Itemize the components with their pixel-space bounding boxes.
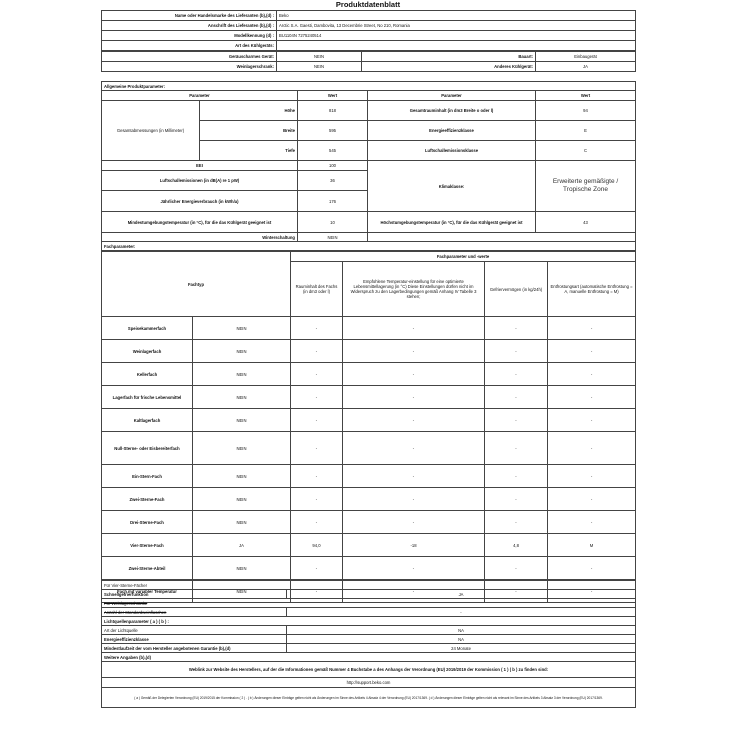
compartment-present: NEIN — [193, 580, 291, 603]
compartment-present: NEIN — [193, 317, 291, 340]
compartment-temp: - — [343, 580, 485, 603]
compartment-present: NEIN — [193, 465, 291, 488]
compartment-temp: -18 — [343, 534, 485, 557]
winter-switch-label: Winterschaltung — [102, 233, 298, 242]
compartment-name: Kellerfach — [102, 363, 193, 386]
compartment-name: Weinlagerfach — [102, 340, 193, 363]
eei-value: 100 — [298, 161, 368, 171]
climate-class-label: Klimaklasse: — [368, 161, 536, 212]
compartment-freeze: - — [485, 465, 548, 488]
param-header-right: Parameter — [368, 91, 536, 101]
compartment-present: NEIN — [193, 488, 291, 511]
compartment-volume: - — [291, 363, 343, 386]
model-id-label: Modellkennung (d) : — [102, 31, 277, 41]
supplier-address-label: Anschrift des Lieferanten (b),(d) : — [102, 21, 277, 31]
height-label: Höhe — [200, 101, 298, 121]
compartment-name: Lagerfach für frische Lebensmittel — [102, 386, 193, 409]
compartment-table — [101, 251, 636, 603]
compartment-present: NEIN — [193, 386, 291, 409]
compartment-name: Drei-Sterne-Fach — [102, 511, 193, 534]
compartment-present: NEIN — [193, 363, 291, 386]
compartment-row — [102, 432, 636, 465]
compartment-freeze: - — [485, 580, 548, 603]
compartment-freeze: 4,8 — [485, 534, 548, 557]
eei-label: EEI — [102, 161, 298, 171]
other-appliance-label: Anderes Kühlgerät: — [362, 62, 536, 72]
compartment-name: Fach mit variabler Temperatur — [102, 580, 193, 603]
col-temp-header: Empfohlene Temperatur-einstellung für eine optimierte Lebensmittellagerung (in °C) Diese Einstellungen dürfen nicht im Widerspruch zu den Lagerbedingungen gemäß Anhang IV Tabelle 3 stehen; — [343, 262, 485, 317]
general-params-table — [101, 81, 636, 251]
supplier-table — [101, 10, 636, 51]
compartment-name: Kaltlagerfach — [102, 409, 193, 432]
compartment-freeze: - — [485, 409, 548, 432]
design-type-label: Bauart: — [362, 52, 536, 62]
compartment-defrost: - — [548, 317, 636, 340]
airborne-noise-value: 36 — [298, 171, 368, 191]
compartment-group-header: Fachparameter und -werte — [291, 252, 636, 262]
compartment-volume: - — [291, 432, 343, 465]
compartment-present: NEIN — [193, 409, 291, 432]
compartment-temp: - — [343, 432, 485, 465]
compartment-temp: - — [343, 488, 485, 511]
compartment-defrost: - — [548, 488, 636, 511]
light-source-heading: Lichtquellenparameter ( a ) ( b ) : — [102, 617, 636, 626]
depth-label: Tiefe — [200, 141, 298, 161]
compartment-volume: - — [291, 488, 343, 511]
compartment-row — [102, 363, 636, 386]
compartment-row — [102, 488, 636, 511]
compartment-volume: - — [291, 580, 343, 603]
blank-cell — [368, 233, 636, 242]
wine-bottles-value: - — [287, 608, 636, 617]
winter-switch-value: NEIN — [298, 233, 368, 242]
value-header: Wert — [298, 91, 368, 101]
compartment-present: JA — [193, 534, 291, 557]
more-info-label: Weitere Angaben (b),(d) — [102, 653, 636, 662]
supplier-name-label: Name oder Handelsmarke des Lieferanten (b),(d) : — [102, 11, 277, 21]
compartment-present: NEIN — [193, 340, 291, 363]
compartment-name: Null-Sterne- oder Eisbereiterfach — [102, 432, 193, 465]
supplier-flags-table — [101, 51, 636, 72]
compartment-section-title: Fachparameter: — [102, 242, 636, 251]
energy-class-label: Energieeffizienzklasse — [368, 121, 536, 141]
dimensions-label: Gesamtabmessungen (in Millimeter) — [102, 101, 200, 161]
general-section-title: Allgemeine Produktparameter: — [102, 82, 636, 91]
value-header-right: Wert — [536, 91, 636, 101]
bottom-table — [101, 580, 636, 708]
four-star-heading: Für Vier-Sterne-Fächer — [102, 581, 636, 590]
supplier-address-value: Arctic S.A. Gaesti, Dambovita, 13 Decembrie Street, No 210, Romania — [277, 21, 636, 31]
wine-cabinet-value: NEIN — [277, 62, 362, 72]
warranty-value: 24 Monate — [287, 644, 636, 653]
compartment-type-header: Fachtyp — [102, 252, 291, 317]
light-type-label: Art der Lichtquelle — [102, 626, 287, 635]
compartment-temp: - — [343, 317, 485, 340]
compartment-name: Zwei-Sterne-Fach — [102, 488, 193, 511]
compartment-freeze: - — [485, 488, 548, 511]
noise-class-value: C — [536, 141, 636, 161]
airborne-noise-label: Luftschallemissionen (in dB(A) re 1 pW) — [102, 171, 298, 191]
compartment-volume: - — [291, 557, 343, 580]
compartment-row — [102, 557, 636, 580]
compartment-row — [102, 317, 636, 340]
max-temp-label: Höchstumgebungstemperatur (in °C), für die das Kühlgerät geeignet ist — [368, 212, 536, 233]
compartment-volume: 94,0 — [291, 534, 343, 557]
compartment-present: NEIN — [193, 557, 291, 580]
wine-cabinet-heading: Für Weinlagerschränke — [102, 599, 636, 608]
compartment-freeze: - — [485, 511, 548, 534]
compartment-temp: - — [343, 363, 485, 386]
compartment-defrost: - — [548, 340, 636, 363]
other-appliance-value: JA — [536, 62, 636, 72]
compartment-present: NEIN — [193, 511, 291, 534]
compartment-freeze: - — [485, 363, 548, 386]
compartment-temp: - — [343, 511, 485, 534]
noise-class-label: Luftschallemissionsklasse — [368, 141, 536, 161]
appliance-type-label: Art des Kühlgeräts: — [102, 41, 277, 51]
compartment-name: Zwei-Sterne-Abteil — [102, 557, 193, 580]
compartment-name: Vier-Sterne-Fach — [102, 534, 193, 557]
wine-bottles-label: Anzahl der Standardweinflaschen — [102, 608, 287, 617]
compartment-defrost: - — [548, 465, 636, 488]
compartment-volume: - — [291, 317, 343, 340]
width-label: Breite — [200, 121, 298, 141]
param-header: Parameter — [102, 91, 298, 101]
max-temp-value: 43 — [536, 212, 636, 233]
design-type-value: Einbaugerät — [536, 52, 636, 62]
compartment-defrost: - — [548, 363, 636, 386]
compartment-row — [102, 465, 636, 488]
low-noise-value: NEIN — [277, 52, 362, 62]
appliance-type-value — [277, 41, 636, 51]
footnote: ( a ) Gemäß der Delegierten Verordnung (EU) 2019/2015 der Kommission ( 2 ) . ( b ) Änderungen dieser Einträge gelten nicht als Änderungen im Sinne des Artikels 4 Absatz 4 der Verordnung (EU) 2017/1369. ( d ) Änderungen dieser Einträge gelten nicht als relevant im Sinne des Artikels 3 Absatz 3 der Verordnung (EU) 2017/1369. — [102, 688, 636, 708]
compartment-defrost: - — [548, 432, 636, 465]
compartment-row — [102, 534, 636, 557]
compartment-freeze: - — [485, 340, 548, 363]
compartment-name: Speisekammerfach — [102, 317, 193, 340]
compartment-volume: - — [291, 340, 343, 363]
compartment-temp: - — [343, 465, 485, 488]
min-temp-label: Mindestumgebungstemperatur (in °C), für die das Kühlgerät geeignet ist — [102, 212, 298, 233]
compartment-defrost: - — [548, 557, 636, 580]
compartment-defrost: - — [548, 511, 636, 534]
annual-energy-value: 176 — [298, 191, 368, 212]
compartment-temp: - — [343, 386, 485, 409]
compartment-row — [102, 409, 636, 432]
light-class-value: NA — [287, 635, 636, 644]
compartment-volume: - — [291, 386, 343, 409]
light-type-value: NA — [287, 626, 636, 635]
width-value: 595 — [298, 121, 368, 141]
model-id-value: BU1104N 7275240514 — [277, 31, 636, 41]
annual-energy-label: Jährlicher Energieverbrauch (in kWh/a) — [102, 191, 298, 212]
climate-class-value: Erweiterte gemäßigte / Tropische Zone — [536, 161, 636, 212]
compartment-freeze: - — [485, 317, 548, 340]
compartment-freeze: - — [485, 557, 548, 580]
min-temp-value: 10 — [298, 212, 368, 233]
col-volume-header: Rauminhalt des Fachs (in dm3 oder l) — [291, 262, 343, 317]
compartment-temp: - — [343, 340, 485, 363]
compartment-volume: - — [291, 409, 343, 432]
quick-freeze-label: Schnellgefrierfunktion — [102, 590, 287, 599]
compartment-temp: - — [343, 409, 485, 432]
compartment-volume: - — [291, 511, 343, 534]
low-noise-label: Geräuscharmes Gerät: — [102, 52, 277, 62]
compartment-row — [102, 386, 636, 409]
compartment-present: NEIN — [193, 432, 291, 465]
supplier-name-value: Beko — [277, 11, 636, 21]
compartment-freeze: - — [485, 386, 548, 409]
compartment-name: Ein-Stern-Fach — [102, 465, 193, 488]
compartment-defrost: - — [548, 580, 636, 603]
compartment-defrost: - — [548, 386, 636, 409]
weblink-text: Weblink zur Website des Herstellers, auf der die Informationen gemäß Nummer 4 Buchstabe a des Anhangs der Verordnung (EU) 2019/2019 der Kommission ( 1 ) ( b ) zu finden sind: — [102, 662, 636, 678]
col-freeze-header: Gefriervermögen (in kg/24h) — [485, 262, 548, 317]
page-title: Produktdatenblatt — [335, 0, 401, 9]
compartment-defrost: - — [548, 409, 636, 432]
warranty-label: Mindestlaufzeit der vom Hersteller angebotenen Garantie (b),(d) — [102, 644, 287, 653]
compartment-row — [102, 511, 636, 534]
col-defrost-header: Entfrostungsart (automatische Entfrostung = A, manuelle Entfrostung = M) — [548, 262, 636, 317]
support-url-link[interactable]: http://support.beko.com — [102, 678, 636, 688]
compartment-row — [102, 340, 636, 363]
compartment-volume: - — [291, 465, 343, 488]
depth-value: 545 — [298, 141, 368, 161]
total-volume-label: Gesamtrauminhalt (in dm3 Breite o oder l) — [368, 101, 536, 121]
compartment-freeze: - — [485, 432, 548, 465]
compartment-temp: - — [343, 557, 485, 580]
quick-freeze-value: JA — [287, 590, 636, 599]
wine-cabinet-label: Weinlagerschrank: — [102, 62, 277, 72]
total-volume-value: 94 — [536, 101, 636, 121]
light-class-label: Energieeffizienzklasse — [102, 635, 287, 644]
compartment-defrost: M — [548, 534, 636, 557]
energy-class-value: E — [536, 121, 636, 141]
height-value: 818 — [298, 101, 368, 121]
